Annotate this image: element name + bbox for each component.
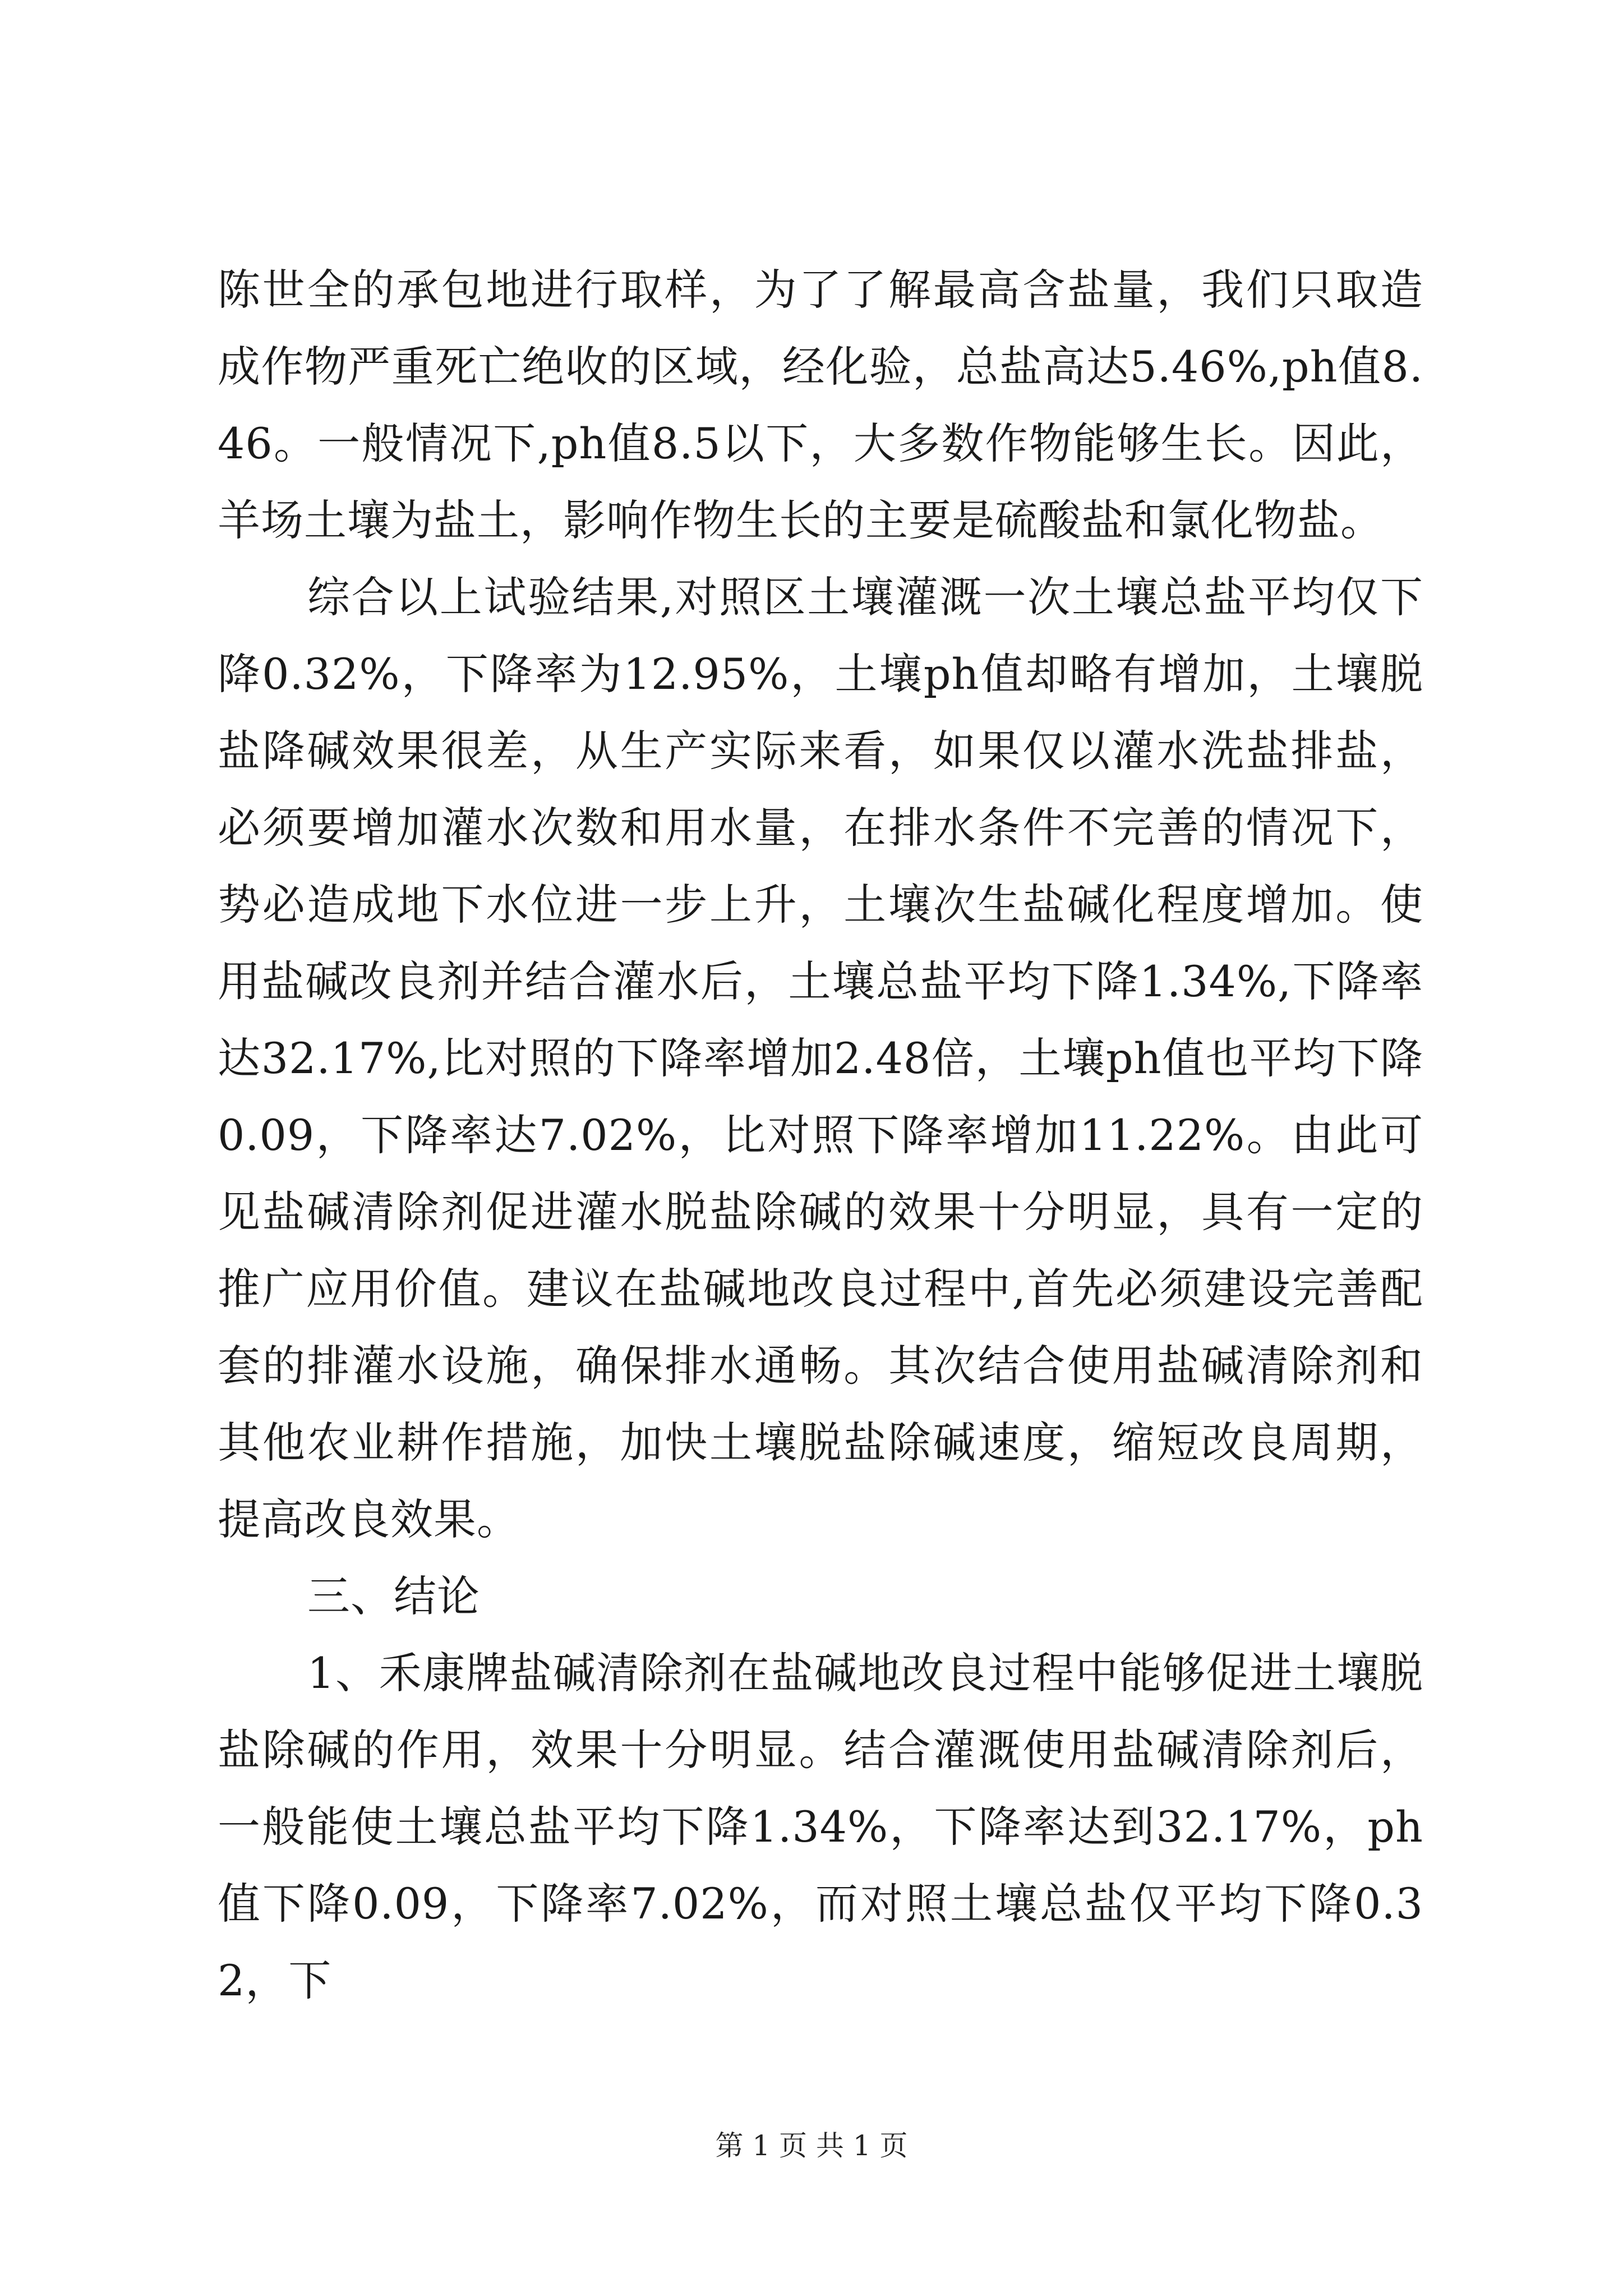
document-body <box>218 251 1423 2019</box>
page-footer: 第 1 页 共 1 页 <box>715 2129 908 2162</box>
paragraph-conclusion: 1、禾康牌盐碱清除剂在盐碱地改良过程中能够促进土壤脱盐除碱的作用，效果十分明显。结合灌溉使用盐碱清除剂后，一般能使土壤总盐平均下降1.34%，下降率达到32.17%，ph值下降0.09，下降率7.02%，而对照土壤总盐仅平均下降0.32，下 <box>218 1648 1423 2005</box>
section-heading: 三、结论 <box>307 1571 480 1621</box>
paragraph-summary: 综合以上试验结果,对照区土壤灌溉一次土壤总盐平均仅下降0.32%，下降率为12.95%，土壤ph值却略有增加，土壤脱盐降碱效果很差，从生产实际来看，如果仅以灌水洗盐排盐，必须要增加灌水次数和用水量，在排水条件不完善的情况下，势必造成地下水位进一步上升，土壤次生盐碱化程度增加。使用盐碱改良剂并结合灌水后，土壤总盐平均下降1.34%,下降率达32.17%,比对照的下降率增加2.48倍，土壤ph值也平均下降0.09，下降率达7.02%，比对照下降率增加11.22%。由此可见盐碱清除剂促进灌水脱盐除碱的效果十分明显，具有一定的推广应用价值。建议在盐碱地改良过程中,首先必须建设完善配套的排灌水设施，确保排水通畅。其次结合使用盐碱清除剂和其他农业耕作措施，加快土壤脱盐除碱速度，缩短改良周期，提高改良效果。 <box>218 572 1423 1544</box>
paragraph-continued: 陈世全的承包地进行取样，为了了解最高含盐量，我们只取造成作物严重死亡绝收的区域，经化验，总盐高达5.46%,ph值8.46。一般情况下,ph值8.5以下，大多数作物能够生长。因此，羊场土壤为盐土，影响作物生长的主要是硫酸盐和氯化物盐。 <box>218 265 1423 545</box>
